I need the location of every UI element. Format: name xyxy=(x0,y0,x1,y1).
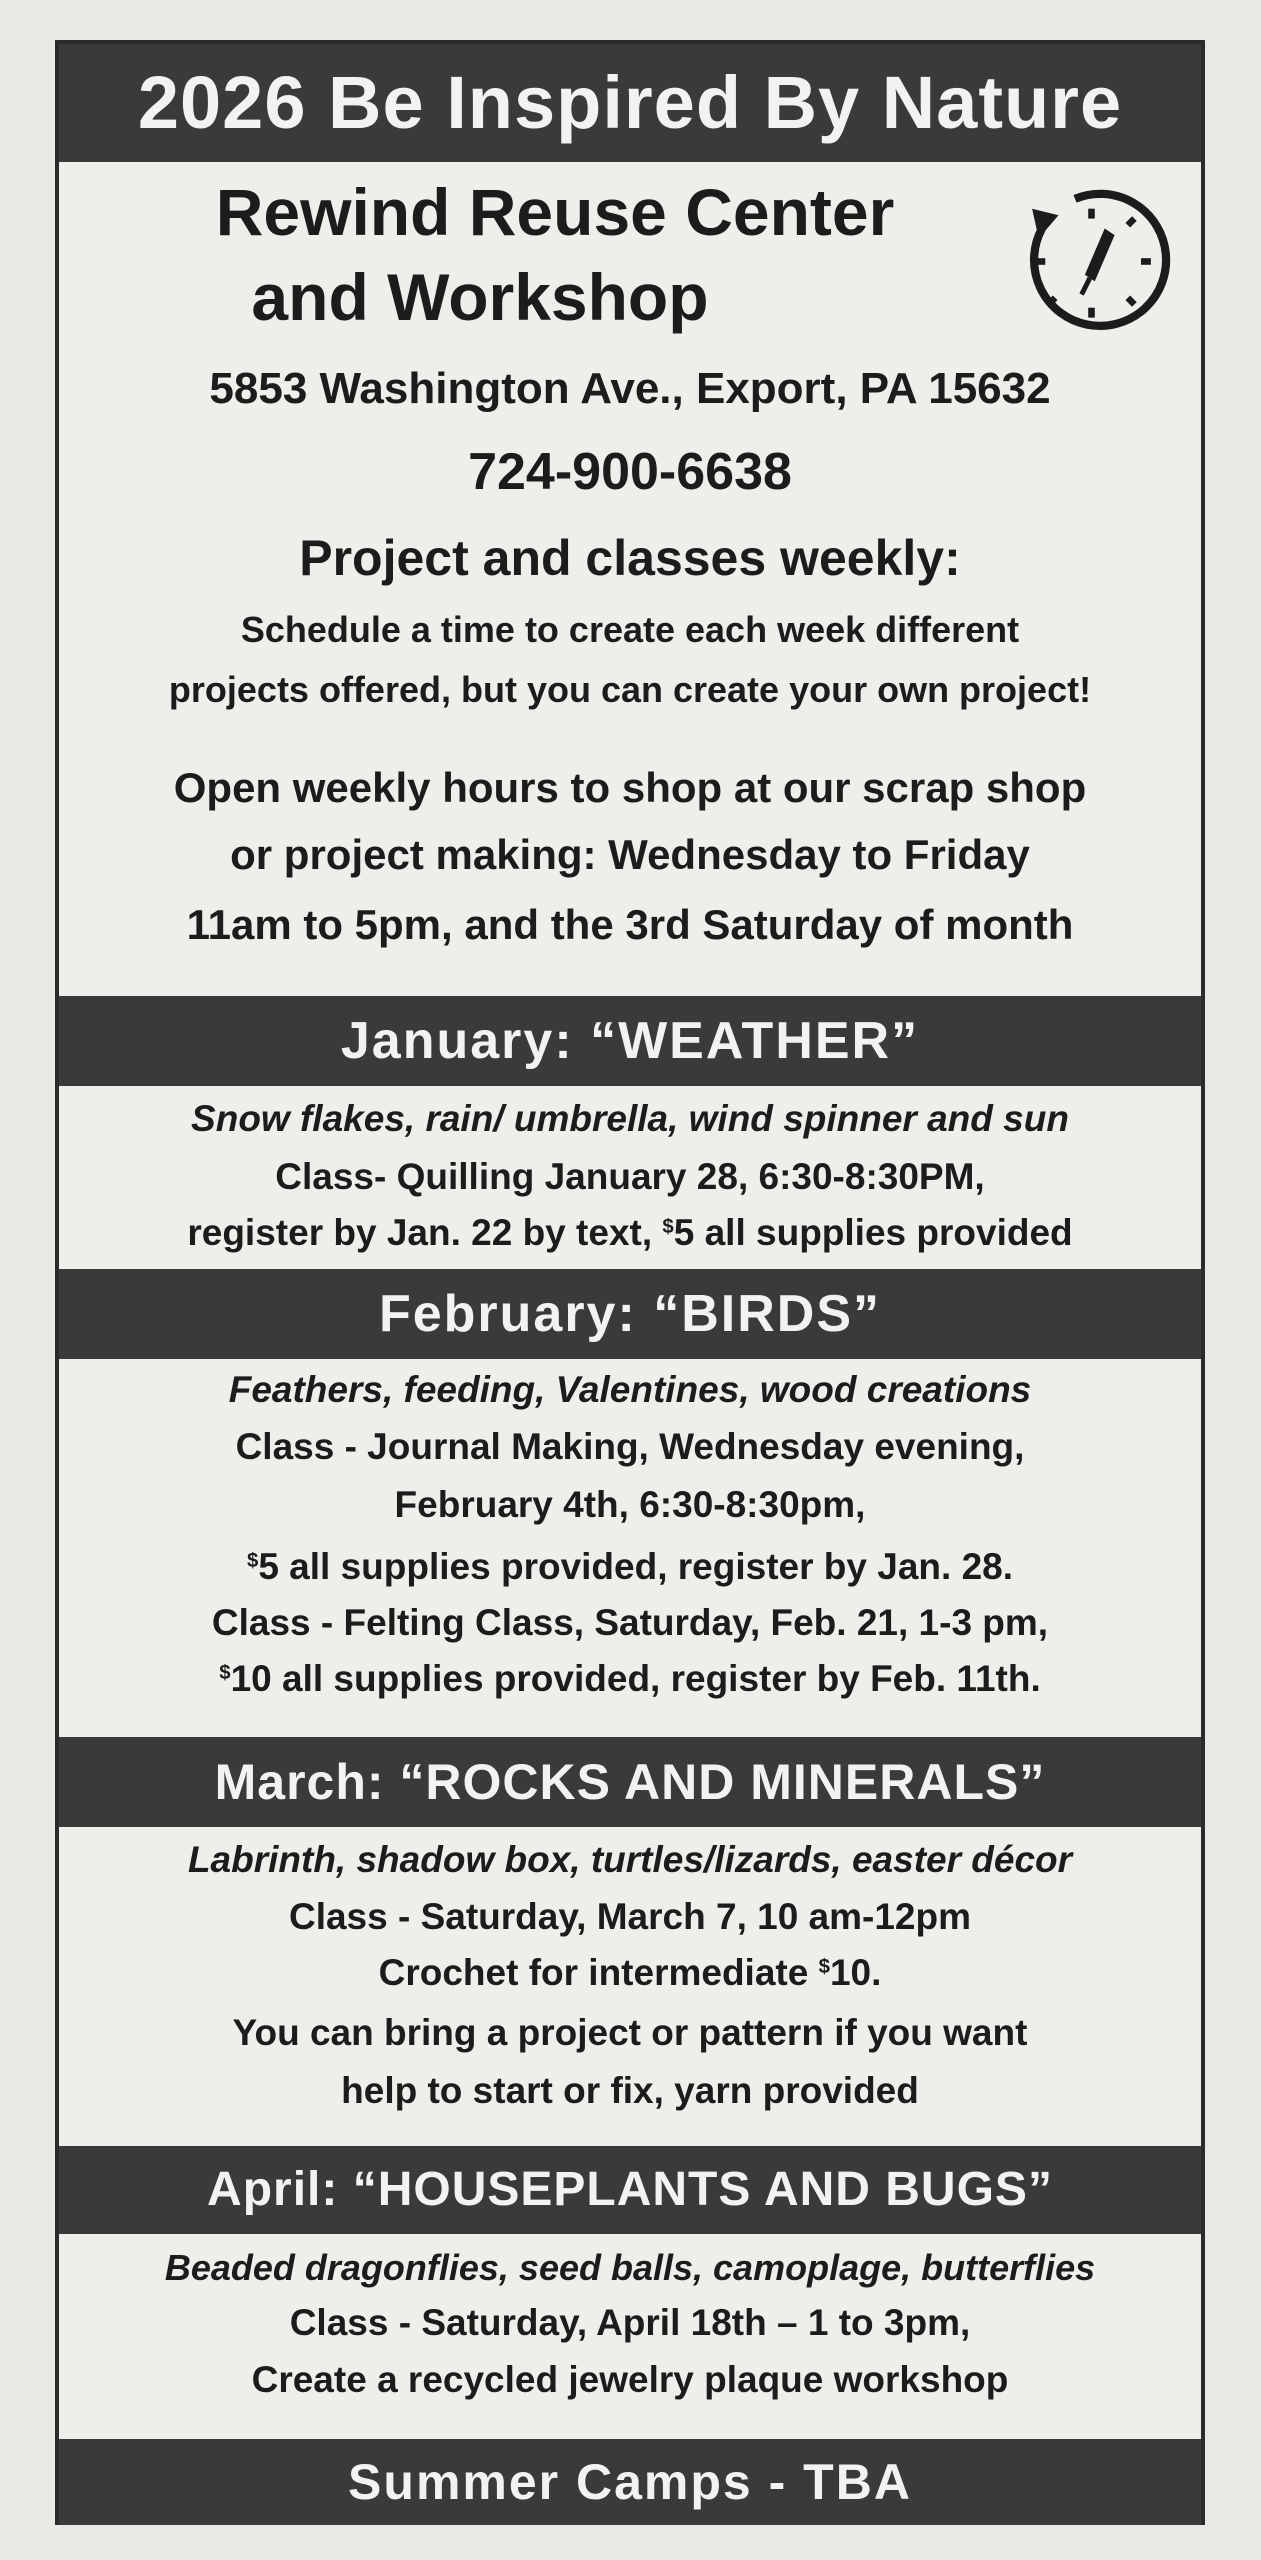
march-class-line-2: Crochet for intermediate $10. xyxy=(378,1952,882,1993)
march-class-line-3: You can bring a project or pattern if you want xyxy=(232,2012,1028,2053)
february-heading: February: “BIRDS” xyxy=(378,1285,882,1343)
center-name-line-1: Rewind Reuse Center xyxy=(215,175,895,249)
april-banner xyxy=(59,2146,1201,2234)
march-heading: March: “ROCKS AND MINERALS” xyxy=(214,1754,1046,1810)
weekly-description-line-1: Schedule a time to create each week different xyxy=(240,609,1020,650)
weekly-heading: Project and classes weekly: xyxy=(299,530,961,586)
february-banner xyxy=(59,1269,1201,1359)
weekly-description-line-2: projects offered, but you can create your own project! xyxy=(168,669,1092,710)
summer-camps-banner xyxy=(59,2439,1201,2525)
february-class-line-3: $5 all supplies provided, register by Jan. 28. xyxy=(247,1546,1013,1587)
april-class-line-2: Create a recycled jewelry plaque workshop xyxy=(251,2359,1009,2400)
january-class-line-1: Class- Quilling January 28, 6:30-8:30PM, xyxy=(275,1156,985,1197)
january-heading: January: “WEATHER” xyxy=(340,1012,920,1070)
march-topics: Labrinth, shadow box, turtles/lizards, easter décor xyxy=(187,1839,1073,1880)
february-class-line-2: February 4th, 6:30-8:30pm, xyxy=(394,1484,866,1525)
march-banner xyxy=(59,1737,1201,1827)
center-name-line-2: and Workshop xyxy=(251,260,709,334)
flyer xyxy=(55,40,1205,2525)
january-topics: Snow flakes, rain/ umbrella, wind spinner and sun xyxy=(191,1098,1069,1139)
clock-icon xyxy=(1009,179,1174,344)
summer-camps-text: Summer Camps - TBA xyxy=(348,2454,912,2510)
hours-line-1: Open weekly hours to shop at our scrap shop xyxy=(173,764,1087,811)
april-topics: Beaded dragonflies, seed balls, camoplage, butterflies xyxy=(164,2247,1096,2288)
address: 5853 Washington Ave., Export, PA 15632 xyxy=(209,364,1051,413)
hours-line-3: 11am to 5pm, and the 3rd Saturday of month xyxy=(186,901,1074,948)
march-class-line-4: help to start or fix, yarn provided xyxy=(341,2070,919,2111)
february-class-line-1: Class - Journal Making, Wednesday evening, xyxy=(235,1426,1025,1467)
february-topics: Feathers, feeding, Valentines, wood creations xyxy=(228,1369,1032,1410)
title-banner xyxy=(59,44,1201,162)
february-class-line-5: $10 all supplies provided, register by Feb. 11th. xyxy=(219,1658,1041,1699)
january-class-line-2: register by Jan. 22 by text, $5 all supplies provided xyxy=(187,1212,1073,1253)
page-title: 2026 Be Inspired By Nature xyxy=(137,61,1123,144)
january-banner xyxy=(59,996,1201,1086)
march-class-line-1: Class - Saturday, March 7, 10 am-12pm xyxy=(288,1896,972,1937)
phone-number: 724-900-6638 xyxy=(468,443,792,501)
april-class-line-1: Class - Saturday, April 18th – 1 to 3pm, xyxy=(289,2302,971,2343)
april-heading: April: “HOUSEPLANTS AND BUGS” xyxy=(207,2163,1053,2216)
february-class-line-4: Class - Felting Class, Saturday, Feb. 21, 1-3 pm, xyxy=(211,1602,1049,1643)
hours-line-2: or project making: Wednesday to Friday xyxy=(230,831,1030,878)
